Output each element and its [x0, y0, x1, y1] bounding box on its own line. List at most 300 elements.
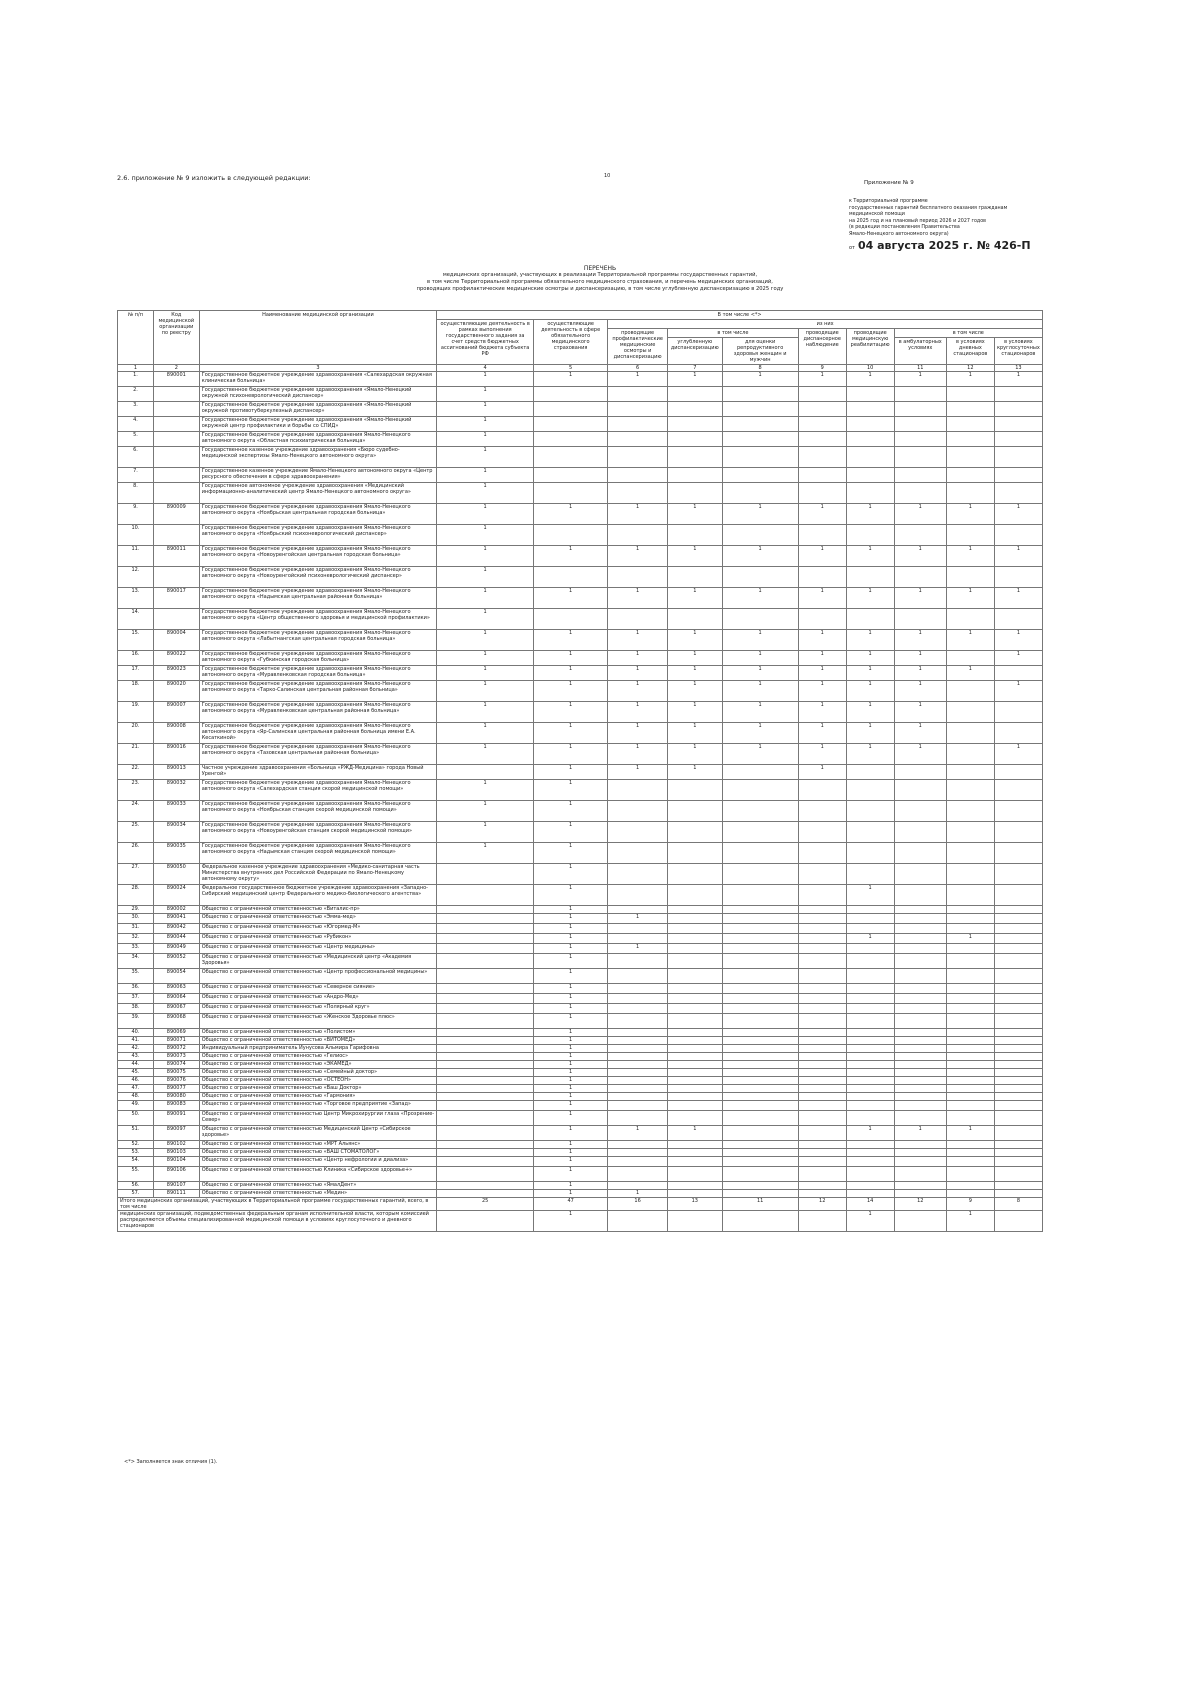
row-value — [798, 1029, 846, 1037]
table-row — [118, 864, 1043, 885]
table-row — [118, 744, 1043, 765]
row-code: 890080 — [153, 1093, 199, 1101]
row-number: 1. — [118, 372, 154, 387]
row-value — [722, 1045, 798, 1053]
col-code-header: Код медицинской организации по реестру — [153, 311, 199, 365]
row-value — [846, 780, 894, 801]
row-value: 1 — [608, 588, 668, 609]
row-value — [946, 609, 994, 630]
row-value — [534, 387, 608, 402]
row-value: 1 — [534, 681, 608, 702]
row-value — [722, 944, 798, 954]
row-value — [798, 1093, 846, 1101]
row-value — [668, 1069, 722, 1077]
row-value — [946, 924, 994, 934]
row-number: 23. — [118, 780, 154, 801]
row-value — [722, 525, 798, 546]
row-value — [608, 801, 668, 822]
table-row — [118, 1190, 1043, 1198]
row-value — [722, 801, 798, 822]
row-value — [668, 417, 722, 432]
row-code — [153, 525, 199, 546]
row-value — [946, 744, 994, 765]
row-value — [946, 914, 994, 924]
row-value — [798, 1149, 846, 1157]
row-value: 1 — [668, 1126, 722, 1141]
row-number: 39. — [118, 1014, 154, 1029]
row-value — [668, 924, 722, 934]
row-value — [437, 765, 534, 780]
row-value: 1 — [846, 666, 894, 681]
row-value — [798, 801, 846, 822]
row-code — [153, 387, 199, 402]
row-name: Государственное казенное учреждение Ямало-Ненецкого автономного округа «Центр ресурсного обеспечения в сфере здравоохранения» — [199, 468, 436, 483]
row-value — [608, 1029, 668, 1037]
row-value: 1 — [798, 765, 846, 780]
column-number: 5 — [534, 365, 608, 372]
row-value — [994, 801, 1042, 822]
row-value: 1 — [722, 702, 798, 723]
federal-value — [798, 1211, 846, 1232]
row-value — [894, 432, 946, 447]
row-value — [798, 924, 846, 934]
row-value — [994, 969, 1042, 984]
total-value: 25 — [437, 1198, 534, 1211]
col5-header: осуществляющие деятельность в сфере обязательного медицинского страхования — [534, 320, 608, 365]
row-value: 1 — [846, 372, 894, 387]
row-value — [534, 468, 608, 483]
row-value — [608, 432, 668, 447]
row-code — [153, 447, 199, 468]
row-value: 1 — [437, 483, 534, 504]
row-value — [846, 843, 894, 864]
row-code: 890067 — [153, 1004, 199, 1014]
row-value — [994, 1029, 1042, 1037]
row-value — [846, 1111, 894, 1126]
in-that2-header: в том числе — [894, 329, 1042, 338]
table-row — [118, 1093, 1043, 1101]
row-name: Государственное бюджетное учреждение здравоохранения «Ямало-Ненецкий окружной центр профилактики и борьбы со СПИД» — [199, 417, 436, 432]
row-value — [946, 1077, 994, 1085]
row-number: 18. — [118, 681, 154, 702]
row-value — [668, 567, 722, 588]
row-name: Государственное бюджетное учреждение здравоохранения Ямало-Ненецкого автономного округа «Ноябрьская центральная городская больница» — [199, 504, 436, 525]
row-value: 1 — [668, 765, 722, 780]
row-value: 1 — [437, 525, 534, 546]
total-value: 12 — [894, 1198, 946, 1211]
row-value: 1 — [534, 1014, 608, 1029]
row-value: 1 — [668, 372, 722, 387]
row-number: 34. — [118, 954, 154, 969]
row-value — [994, 1014, 1042, 1029]
row-value — [894, 1029, 946, 1037]
row-number: 44. — [118, 1061, 154, 1069]
row-value — [437, 1037, 534, 1045]
table-row — [118, 843, 1043, 864]
row-number: 53. — [118, 1149, 154, 1157]
column-number: 12 — [946, 365, 994, 372]
row-value: 1 — [534, 994, 608, 1004]
row-value: 1 — [534, 546, 608, 567]
row-value — [722, 402, 798, 417]
row-value — [946, 843, 994, 864]
table-row — [118, 765, 1043, 780]
row-value: 1 — [437, 567, 534, 588]
row-number: 10. — [118, 525, 154, 546]
row-value: 1 — [994, 504, 1042, 525]
row-value — [946, 1093, 994, 1101]
appendix-line: (в редакции постановления Правительства — [849, 225, 960, 231]
row-value: 1 — [534, 843, 608, 864]
row-code: 890071 — [153, 1037, 199, 1045]
table-row — [118, 666, 1043, 681]
table-row — [118, 1141, 1043, 1149]
row-value — [608, 954, 668, 969]
row-name: Государственное бюджетное учреждение здравоохранения Ямало-Ненецкого автономного округа «Центр общественного здоровья и медицинской профилактики» — [199, 609, 436, 630]
row-value: 1 — [722, 681, 798, 702]
row-value — [994, 944, 1042, 954]
row-value: 1 — [534, 954, 608, 969]
row-code: 890004 — [153, 630, 199, 651]
row-value — [846, 525, 894, 546]
row-code: 890107 — [153, 1182, 199, 1190]
row-code: 890023 — [153, 666, 199, 681]
row-value — [437, 1157, 534, 1167]
row-value — [668, 447, 722, 468]
row-value — [846, 1045, 894, 1053]
row-value — [994, 609, 1042, 630]
row-name: Общество с ограниченной ответственностью «ОСТЕОН» — [199, 1077, 436, 1085]
row-value: 1 — [437, 651, 534, 666]
row-code: 890016 — [153, 744, 199, 765]
row-value — [994, 525, 1042, 546]
table-row — [118, 1069, 1043, 1077]
row-value — [668, 1037, 722, 1045]
row-code: 890009 — [153, 504, 199, 525]
row-number: 32. — [118, 934, 154, 944]
row-name: Общество с ограниченной ответственностью «Медин» — [199, 1190, 436, 1198]
row-value — [608, 1085, 668, 1093]
date-value: 04 августа 2025 г. № 426-П — [857, 238, 1031, 252]
resolution-date — [849, 240, 1039, 254]
row-value: 1 — [534, 801, 608, 822]
row-value — [798, 864, 846, 885]
row-code: 890104 — [153, 1157, 199, 1167]
row-value — [846, 1061, 894, 1069]
row-value — [437, 994, 534, 1004]
row-value — [946, 702, 994, 723]
row-value — [722, 885, 798, 906]
row-value: 1 — [894, 588, 946, 609]
row-value — [798, 822, 846, 843]
row-value — [437, 1111, 534, 1126]
row-value — [608, 402, 668, 417]
row-value: 1 — [894, 744, 946, 765]
row-number: 38. — [118, 1004, 154, 1014]
table-row — [118, 402, 1043, 417]
row-value: 1 — [798, 702, 846, 723]
row-value: 1 — [798, 723, 846, 744]
row-value: 1 — [946, 666, 994, 681]
row-number: 50. — [118, 1111, 154, 1126]
row-value: 1 — [722, 651, 798, 666]
row-value — [946, 567, 994, 588]
title-heading: ПЕРЕЧЕНЬ — [583, 265, 617, 272]
row-value — [722, 1126, 798, 1141]
row-value — [798, 1167, 846, 1182]
row-value — [608, 1149, 668, 1157]
row-value: 1 — [534, 984, 608, 994]
col10-header: проводящие медицинскую реабилитацию — [846, 329, 894, 365]
row-code — [153, 567, 199, 588]
row-value: 1 — [534, 934, 608, 944]
row-value — [798, 1069, 846, 1077]
row-value — [608, 1077, 668, 1085]
row-value — [798, 417, 846, 432]
row-value — [946, 1037, 994, 1045]
row-value: 1 — [946, 504, 994, 525]
row-name: Государственное бюджетное учреждение здравоохранения Ямало-Ненецкого автономного округа «Областная психиатрическая больница» — [199, 432, 436, 447]
row-value — [722, 1004, 798, 1014]
row-value — [846, 914, 894, 924]
row-value — [722, 1141, 798, 1149]
table-row — [118, 944, 1043, 954]
row-value — [994, 1053, 1042, 1061]
row-value — [798, 432, 846, 447]
row-value — [668, 1085, 722, 1093]
row-value — [946, 1190, 994, 1198]
row-value — [894, 954, 946, 969]
row-number: 2. — [118, 387, 154, 402]
row-value — [437, 1126, 534, 1141]
row-value — [608, 1061, 668, 1069]
row-value — [437, 914, 534, 924]
row-value: 1 — [534, 822, 608, 843]
column-number: 13 — [994, 365, 1042, 372]
row-value: 1 — [894, 372, 946, 387]
row-value — [946, 864, 994, 885]
federal-value: 1 — [534, 1211, 608, 1232]
row-value — [722, 822, 798, 843]
table-row — [118, 1149, 1043, 1157]
row-value — [946, 483, 994, 504]
row-value — [608, 864, 668, 885]
row-value — [846, 1167, 894, 1182]
row-value — [798, 447, 846, 468]
appendix-line: медицинской помощи — [849, 212, 905, 218]
table-row — [118, 483, 1043, 504]
row-code: 890049 — [153, 944, 199, 954]
row-number: 48. — [118, 1093, 154, 1101]
row-value — [798, 1101, 846, 1111]
row-value: 1 — [608, 372, 668, 387]
row-value — [668, 944, 722, 954]
row-value — [894, 801, 946, 822]
row-value: 1 — [534, 864, 608, 885]
row-code — [153, 417, 199, 432]
row-value: 1 — [608, 666, 668, 681]
row-value — [946, 1141, 994, 1149]
row-value: 1 — [534, 906, 608, 914]
row-value — [668, 1093, 722, 1101]
row-name: Государственное бюджетное учреждение здравоохранения Ямало-Ненецкого автономного округа «Муравленковская центральная районная больница» — [199, 702, 436, 723]
row-number: 52. — [118, 1141, 154, 1149]
row-value — [846, 432, 894, 447]
row-value: 1 — [668, 666, 722, 681]
header-row-1 — [118, 311, 1043, 320]
row-value — [846, 801, 894, 822]
table-row — [118, 1004, 1043, 1014]
row-value — [946, 885, 994, 906]
row-value — [894, 1053, 946, 1061]
row-value — [846, 468, 894, 483]
row-name: Общество с ограниченной ответственностью «Женское Здоровье плюс» — [199, 1014, 436, 1029]
row-value: 1 — [846, 934, 894, 944]
row-name: Общество с ограниченной ответственностью «ЯмалДент» — [199, 1182, 436, 1190]
row-value: 1 — [534, 1101, 608, 1111]
row-value — [437, 1190, 534, 1198]
row-value — [894, 1157, 946, 1167]
organizations-table — [117, 310, 1043, 1232]
row-value: 1 — [722, 666, 798, 681]
row-value — [846, 447, 894, 468]
row-value: 1 — [437, 780, 534, 801]
table-row — [118, 924, 1043, 934]
appendix-label: Приложение № 9 — [864, 180, 914, 186]
in-that-header: в том числе — [668, 329, 799, 338]
row-value — [722, 1182, 798, 1190]
row-value — [608, 1141, 668, 1149]
row-name: Общество с ограниченной ответственностью «ВАШ СТОМАТОЛОГ» — [199, 1149, 436, 1157]
row-name: Общество с ограниченной ответственностью «Гелиос» — [199, 1053, 436, 1061]
row-value: 1 — [894, 681, 946, 702]
row-value — [608, 1182, 668, 1190]
column-number: 2 — [153, 365, 199, 372]
row-value: 1 — [534, 1190, 608, 1198]
row-number: 6. — [118, 447, 154, 468]
row-value: 1 — [722, 630, 798, 651]
col12-header: в условиях дневных стационаров — [946, 338, 994, 365]
row-number: 51. — [118, 1126, 154, 1141]
col-num-header: № п/п — [118, 311, 154, 365]
row-value — [798, 1111, 846, 1126]
document-title — [330, 265, 870, 293]
row-value — [994, 765, 1042, 780]
row-value — [722, 468, 798, 483]
row-value: 1 — [608, 914, 668, 924]
row-value: 1 — [534, 1093, 608, 1101]
row-value: 1 — [994, 630, 1042, 651]
row-value: 1 — [668, 546, 722, 567]
row-value: 1 — [846, 1126, 894, 1141]
row-number: 55. — [118, 1167, 154, 1182]
row-value — [608, 417, 668, 432]
row-code: 890032 — [153, 780, 199, 801]
row-value — [846, 984, 894, 994]
row-value — [608, 1014, 668, 1029]
row-number: 7. — [118, 468, 154, 483]
row-name: Федеральное казенное учреждение здравоохранения «Медико-санитарная часть Министерства внутренних дел Российской Федерации по Ямало-Ненецкому автономному округу» — [199, 864, 436, 885]
row-value — [608, 885, 668, 906]
row-code: 890013 — [153, 765, 199, 780]
row-value — [894, 906, 946, 914]
row-value: 1 — [608, 944, 668, 954]
column-number: 4 — [437, 365, 534, 372]
appendix-block — [849, 199, 1039, 254]
row-value: 1 — [608, 681, 668, 702]
column-numbers-row — [118, 365, 1043, 372]
row-value — [946, 525, 994, 546]
row-value — [668, 1149, 722, 1157]
row-value: 1 — [437, 801, 534, 822]
row-value — [798, 468, 846, 483]
row-value — [994, 1126, 1042, 1141]
row-value — [798, 934, 846, 944]
row-value — [437, 1093, 534, 1101]
table-row — [118, 702, 1043, 723]
row-value — [894, 1149, 946, 1157]
row-value: 1 — [437, 609, 534, 630]
row-value — [608, 525, 668, 546]
row-code: 890002 — [153, 906, 199, 914]
row-value — [722, 984, 798, 994]
row-value: 1 — [534, 1085, 608, 1093]
row-value — [946, 1182, 994, 1190]
federal-value — [668, 1211, 722, 1232]
row-value — [722, 483, 798, 504]
row-value — [722, 1085, 798, 1093]
row-name: Государственное бюджетное учреждение здравоохранения Ямало-Ненецкого автономного округа «Яр-Салинская центральная районная больница имени Е.А. Кесаткиной» — [199, 723, 436, 744]
table-row — [118, 1182, 1043, 1190]
row-name: Государственное бюджетное учреждение здравоохранения Ямало-Ненецкого автономного округа «Новоуренгойская центральная городская больница» — [199, 546, 436, 567]
column-number: 1 — [118, 365, 154, 372]
row-value — [722, 432, 798, 447]
row-number: 19. — [118, 702, 154, 723]
row-value: 1 — [534, 1053, 608, 1061]
row-value: 1 — [608, 1126, 668, 1141]
row-value — [946, 387, 994, 402]
row-value — [608, 1037, 668, 1045]
row-name: Государственное бюджетное учреждение здравоохранения Ямало-Ненецкого автономного округа «Ноябрьская станция скорой медицинской помощи» — [199, 801, 436, 822]
column-number: 3 — [199, 365, 436, 372]
row-value — [798, 1126, 846, 1141]
row-number: 42. — [118, 1045, 154, 1053]
table-row — [118, 546, 1043, 567]
row-name: Общество с ограниченной ответственностью Центр Микрохирургии глаза «Прозрение-Север» — [199, 1111, 436, 1126]
row-value — [946, 944, 994, 954]
row-value — [798, 944, 846, 954]
row-value — [846, 1182, 894, 1190]
row-value: 1 — [608, 744, 668, 765]
row-value: 1 — [437, 546, 534, 567]
row-code: 890069 — [153, 1029, 199, 1037]
row-number: 47. — [118, 1085, 154, 1093]
total-value: 11 — [722, 1198, 798, 1211]
title-lines — [330, 272, 870, 293]
row-value: 1 — [722, 504, 798, 525]
row-value — [608, 468, 668, 483]
row-value: 1 — [846, 504, 894, 525]
table-row — [118, 1053, 1043, 1061]
column-number: 9 — [798, 365, 846, 372]
row-value — [894, 864, 946, 885]
row-value — [608, 906, 668, 914]
row-value: 1 — [946, 934, 994, 944]
row-name: Общество с ограниченной ответственностью «Рубикон» — [199, 934, 436, 944]
row-value — [437, 906, 534, 914]
total-row — [118, 1198, 1043, 1211]
row-value — [846, 1101, 894, 1111]
